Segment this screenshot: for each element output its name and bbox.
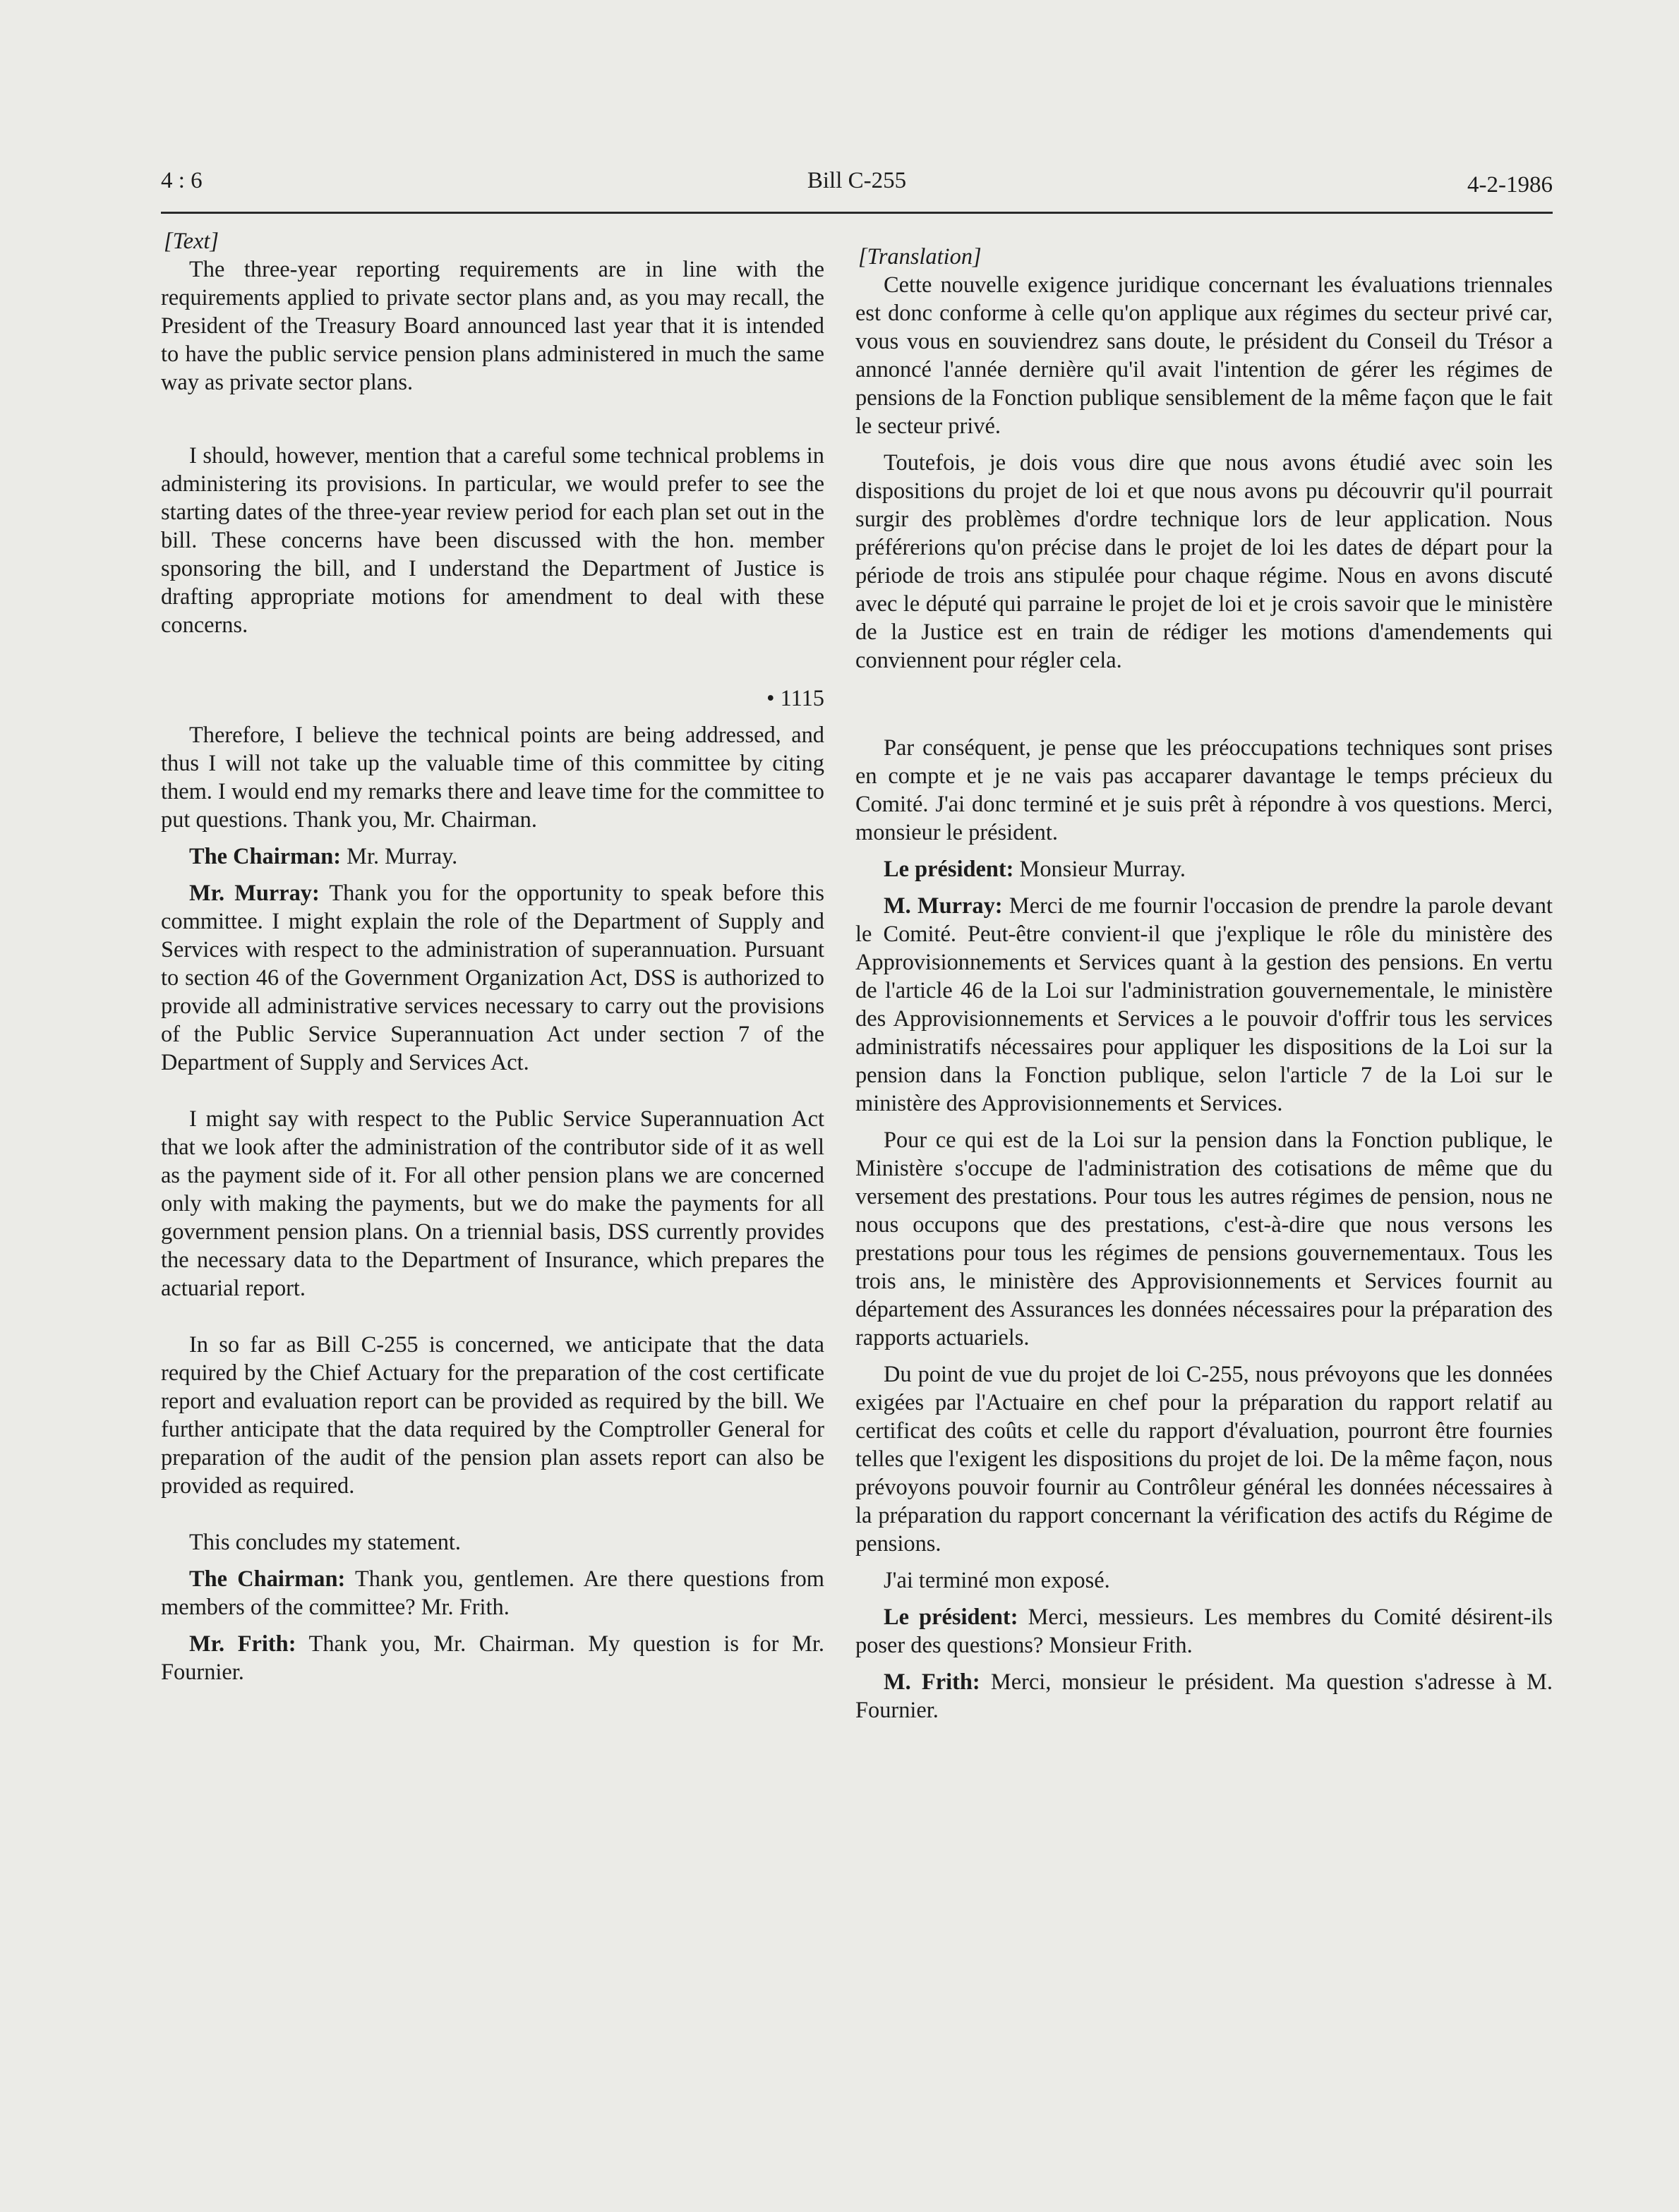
paragraph: Therefore, I believe the technical points are being addressed, and thus I will not take up the valuable time of this committee by citing them. I would end my remarks there and leave time for the committee to put questions. Thank you, Mr. Chairman. — [161, 723, 824, 833]
page-title: Bill C-255 — [807, 168, 907, 193]
english-column — [161, 227, 824, 1686]
translation-tag: [Translation] — [858, 244, 982, 270]
time-marker: • 1115 — [766, 686, 824, 711]
speaker-label: Mr. Frith: — [189, 1631, 296, 1657]
paragraph: Pour ce qui est de la Loi sur la pension dans la Fonction publique, le Ministère s'occupe de l'administration des cotisations de même que du versement des prestations. Pour tous les autres régimes de pension, nous ne nous occupons que des prestations, c'est-à-dire que nous versons les prestations pour tous les régimes de pensions gouvernementaux. Tous les trois ans, le ministère des Approvisionnements et Services fournit au département des Assurances les données nécessaires pour la préparation des rapports actuariels. — [855, 1128, 1553, 1350]
header-rule — [161, 212, 1553, 214]
speaker-text: Mr. Murray. — [341, 844, 458, 869]
paragraph: Du point de vue du projet de loi C-255, nous prévoyons que les données exigées par l'Actuaire en chef pour la préparation du rapport relatif au certificat des coûts et celle du rapport d'évaluation, pourront être fournies telles que l'exigent les dispositions du projet de loi. De la même façon, nous prévoyons pouvoir fournir au Contrôleur général les données nécessaires à la préparation du rapport concernant la vérification des actifs du Régime de pensions. — [855, 1362, 1553, 1557]
speaker-label: Le président: — [884, 1604, 1018, 1630]
speaker-text: Merci, messieurs. Les membres du Comité désirent-ils poser des questions? Monsieur Frith. — [855, 1604, 1553, 1658]
speaker-paragraph — [161, 1630, 824, 1686]
speaker-paragraph — [855, 1668, 1553, 1724]
speaker-paragraph — [161, 1565, 824, 1621]
paragraph: Par conséquent, je pense que les préoccupations techniques sont prises en compte et je ne vais pas accaparer davantage le temps précieux du Comité. J'ai donc terminé et je suis prêt à répondre à vos questions. Merci, monsieur le président. — [855, 735, 1553, 845]
speaker-text: Thank you for the opportunity to speak before this committee. I might explain the role of the Department of Supply and Services with respect to the administration of superannuation. Pursuant to section 46 of the Government Organization Act, DSS is authorized to provide all administrative services necessary to carry out the provisions of the Public Service Superannuation Act under section 7 of the Department of Supply and Services Act. — [161, 881, 825, 1075]
speaker-label: Le président: — [884, 857, 1014, 882]
speaker-label: The Chairman: — [189, 1566, 346, 1592]
page-date: 4-2-1986 — [1467, 172, 1553, 198]
speaker-label: M. Murray: — [884, 893, 1003, 919]
speaker-text: Merci de me fournir l'occasion de prendre la parole devant le Comité. Peut-être convient-il que j'explique le rôle du ministère des Approvisionnements et Services quant à la gestion des pensions. En vertu de l'article 46 de la Loi sur l'administration gouvernementale, le ministère des Approvisionnements et Services a le pouvoir d'offrir tous les services administratifs nécessaires pour appliquer les dispositions de la Loi sur la pension dans la Fonction publique, selon l'article 7 de la Loi sur le ministère des Approvisionnements et Services. — [855, 893, 1553, 1116]
speaker-paragraph — [161, 879, 824, 1077]
speaker-paragraph — [161, 842, 824, 871]
speaker-label: The Chairman: — [189, 844, 342, 869]
paragraph: The three-year reporting requirements are in line with the requirements applied to private sector plans and, as you may recall, the President of the Treasury Board announced last year that it is intended to have the public service pension plans administered in much the same way as private sector plans. — [161, 257, 824, 395]
speaker-text: Thank you, Mr. Chairman. My question is for Mr. Fournier. — [161, 1631, 824, 1685]
french-column — [855, 243, 1553, 1724]
page-number: 4 : 6 — [161, 168, 203, 193]
speaker-label: M. Frith: — [884, 1669, 980, 1695]
speaker-text: Thank you, gentlemen. Are there questions from members of the committee? Mr. Frith. — [161, 1566, 824, 1620]
paragraph: J'ai terminé mon exposé. — [884, 1568, 1110, 1593]
speaker-paragraph — [855, 892, 1553, 1118]
paragraph: Toutefois, je dois vous dire que nous avons étudié avec soin les dispositions du projet de loi et que nous avons pu découvrir qu'il pourrait surgir des problèmes d'ordre technique lors de leur application. Nous préférerions qu'on précise dans le projet de loi les dates de départ pour la période de trois ans stipulée pour chaque régime. Nous en avons discuté avec le député qui parraine le projet de loi et je crois savoir que le ministère de la Justice est en train de rédiger les motions d'amendements qui conviennent pour régler cela. — [855, 450, 1553, 673]
paragraph: In so far as Bill C-255 is concerned, we anticipate that the data required by the Chief Actuary for the preparation of the cost certificate report and evaluation report can be provided as required by the bill. We further anticipate that the data required by the Comptroller General for preparation of the audit of the pension plan assets report can also be provided as required. — [161, 1332, 824, 1499]
page-header — [161, 168, 1553, 207]
speaker-text: Monsieur Murray. — [1013, 857, 1186, 882]
paragraph: This concludes my statement. — [189, 1530, 462, 1555]
paragraph: Cette nouvelle exigence juridique concernant les évaluations triennales est donc conforme à celle qu'on applique aux régimes du secteur privé car, vous vous en souviendrez sans doute, le président du Conseil du Trésor a annoncé l'année dernière qu'il avait l'intention de gérer les régimes de pensions de la Fonction publique sensiblement de la même façon que le fait le secteur privé. — [855, 272, 1553, 439]
text-tag: [Text] — [164, 229, 219, 254]
speaker-label: Mr. Murray: — [189, 881, 320, 906]
paragraph: I might say with respect to the Public Service Superannuation Act that we look after the administration of the contributor side of it as well as the payment side of it. For all other pension plans we are concerned only with making the payments, but we do make the payments for all government pension plans. On a triennial basis, DSS currently provides the necessary data to the Department of Insurance, which prepares the actuarial report. — [161, 1106, 824, 1301]
speaker-text: Merci, monsieur le président. Ma question s'adresse à M. Fournier. — [855, 1669, 1553, 1723]
paragraph: I should, however, mention that a careful some technical problems in administering its provisions. In particular, we would prefer to see the starting dates of the three-year review period for each plan set out in the bill. These concerns have been discussed with the hon. member sponsoring the bill, and I understand the Department of Justice is drafting appropriate motions for amendment to deal with these concerns. — [161, 443, 824, 638]
speaker-paragraph — [855, 1603, 1553, 1660]
speaker-paragraph — [855, 855, 1553, 883]
